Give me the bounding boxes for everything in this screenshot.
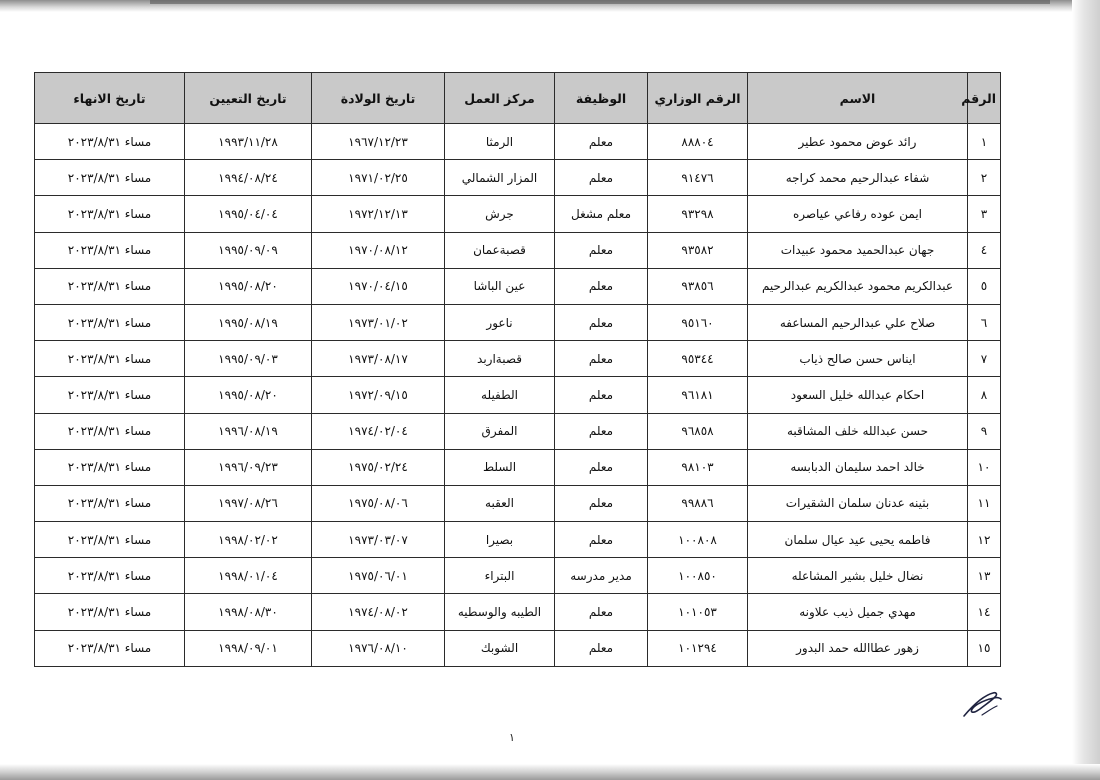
header-ministry-no: الرقم الوزاري <box>648 73 748 124</box>
cell-job: معلم <box>555 594 648 630</box>
cell-workplace: قصبةاربد <box>445 341 555 377</box>
cell-end-date: مساء ٢٠٢٣/٨/٣١ <box>35 160 185 196</box>
cell-ministry-no: ٩٦٨٥٨ <box>648 413 748 449</box>
cell-num: ٧ <box>968 341 1001 377</box>
cell-num: ٣ <box>968 196 1001 232</box>
cell-birth-date: ١٩٧١/٠٢/٢٥ <box>312 160 445 196</box>
cell-end-date: مساء ٢٠٢٣/٨/٣١ <box>35 558 185 594</box>
table-row <box>35 485 1001 521</box>
cell-birth-date: ١٩٧٤/٠٢/٠٤ <box>312 413 445 449</box>
cell-job: مدير مدرسه <box>555 558 648 594</box>
cell-num: ٨ <box>968 377 1001 413</box>
cell-birth-date: ١٩٦٧/١٢/٢٣ <box>312 124 445 160</box>
cell-job: معلم <box>555 377 648 413</box>
cell-end-date: مساء ٢٠٢٣/٨/٣١ <box>35 630 185 666</box>
header-job: الوظيفة <box>555 73 648 124</box>
cell-ministry-no: ٩٩٨٨٦ <box>648 485 748 521</box>
table-row <box>35 413 1001 449</box>
table-row <box>35 558 1001 594</box>
cell-name: شفاء عبدالرحيم محمد كراجه <box>748 160 968 196</box>
cell-workplace: الطيبه والوسطيه <box>445 594 555 630</box>
cell-job: معلم <box>555 449 648 485</box>
cell-birth-date: ١٩٧٦/٠٨/١٠ <box>312 630 445 666</box>
cell-num: ١٠ <box>968 449 1001 485</box>
cell-appointment-date: ١٩٩٥/٠٨/١٩ <box>185 304 312 340</box>
cell-num: ١١ <box>968 485 1001 521</box>
cell-num: ٥ <box>968 268 1001 304</box>
cell-birth-date: ١٩٧٢/١٢/١٣ <box>312 196 445 232</box>
cell-end-date: مساء ٢٠٢٣/٨/٣١ <box>35 413 185 449</box>
cell-appointment-date: ١٩٩٣/١١/٢٨ <box>185 124 312 160</box>
page-number: ١ <box>509 731 515 744</box>
signature-icon <box>960 686 1004 720</box>
cell-ministry-no: ٩٥٣٤٤ <box>648 341 748 377</box>
cell-appointment-date: ١٩٩٥/٠٨/٢٠ <box>185 268 312 304</box>
cell-num: ١ <box>968 124 1001 160</box>
cell-num: ٩ <box>968 413 1001 449</box>
cell-appointment-date: ١٩٩٨/٠١/٠٤ <box>185 558 312 594</box>
table-row <box>35 160 1001 196</box>
cell-ministry-no: ٨٨٨٠٤ <box>648 124 748 160</box>
cell-end-date: مساء ٢٠٢٣/٨/٣١ <box>35 377 185 413</box>
cell-ministry-no: ٩٦١٨١ <box>648 377 748 413</box>
cell-appointment-date: ١٩٩٤/٠٨/٢٤ <box>185 160 312 196</box>
cell-end-date: مساء ٢٠٢٣/٨/٣١ <box>35 522 185 558</box>
cell-job: معلم <box>555 124 648 160</box>
header-name: الاسم <box>748 73 968 124</box>
cell-name: احكام عبدالله خليل السعود <box>748 377 968 413</box>
cell-birth-date: ١٩٧٠/٠٨/١٢ <box>312 232 445 268</box>
cell-name: حسن عبدالله خلف المشاقبه <box>748 413 968 449</box>
cell-end-date: مساء ٢٠٢٣/٨/٣١ <box>35 304 185 340</box>
cell-ministry-no: ٩٨١٠٣ <box>648 449 748 485</box>
table-row <box>35 594 1001 630</box>
cell-workplace: المزار الشمالي <box>445 160 555 196</box>
cell-num: ٦ <box>968 304 1001 340</box>
cell-num: ١٥ <box>968 630 1001 666</box>
cell-job: معلم <box>555 341 648 377</box>
cell-job: معلم مشغل <box>555 196 648 232</box>
header-workplace: مركز العمل <box>445 73 555 124</box>
cell-num: ١٣ <box>968 558 1001 594</box>
cell-ministry-no: ١٠١٠٥٣ <box>648 594 748 630</box>
cell-end-date: مساء ٢٠٢٣/٨/٣١ <box>35 232 185 268</box>
cell-name: جهان عبدالحميد محمود عبيدات <box>748 232 968 268</box>
cell-name: صلاح علي عبدالرحيم المساعفه <box>748 304 968 340</box>
table-body <box>35 124 1001 667</box>
cell-end-date: مساء ٢٠٢٣/٨/٣١ <box>35 124 185 160</box>
cell-appointment-date: ١٩٩٥/٠٩/٠٩ <box>185 232 312 268</box>
scan-top-strip <box>150 0 1050 4</box>
cell-birth-date: ١٩٧٥/٠٨/٠٦ <box>312 485 445 521</box>
scan-bottom-shadow <box>0 764 1100 780</box>
header-num: الرقم <box>968 73 1001 124</box>
table-row <box>35 341 1001 377</box>
cell-birth-date: ١٩٧٤/٠٨/٠٢ <box>312 594 445 630</box>
cell-name: خالد احمد سليمان الدبابسه <box>748 449 968 485</box>
table-row <box>35 449 1001 485</box>
cell-name: زهور عطاالله حمد البدور <box>748 630 968 666</box>
cell-appointment-date: ١٩٩٥/٠٤/٠٤ <box>185 196 312 232</box>
cell-appointment-date: ١٩٩٦/٠٩/٢٣ <box>185 449 312 485</box>
cell-num: ٤ <box>968 232 1001 268</box>
cell-name: بثينه عدنان سلمان الشقيرات <box>748 485 968 521</box>
cell-workplace: بصيرا <box>445 522 555 558</box>
cell-ministry-no: ٩١٤٧٦ <box>648 160 748 196</box>
cell-end-date: مساء ٢٠٢٣/٨/٣١ <box>35 449 185 485</box>
cell-appointment-date: ١٩٩٨/٠٨/٣٠ <box>185 594 312 630</box>
cell-job: معلم <box>555 160 648 196</box>
cell-num: ١٤ <box>968 594 1001 630</box>
cell-end-date: مساء ٢٠٢٣/٨/٣١ <box>35 485 185 521</box>
cell-birth-date: ١٩٧٥/٠٢/٢٤ <box>312 449 445 485</box>
cell-name: ايمن عوده رفاعي عياصره <box>748 196 968 232</box>
cell-appointment-date: ١٩٩٦/٠٨/١٩ <box>185 413 312 449</box>
cell-ministry-no: ١٠٠٨٥٠ <box>648 558 748 594</box>
header-birth-date: تاريخ الولادة <box>312 73 445 124</box>
cell-name: نضال خليل بشير المشاعله <box>748 558 968 594</box>
cell-birth-date: ١٩٧٥/٠٦/٠١ <box>312 558 445 594</box>
cell-num: ٢ <box>968 160 1001 196</box>
cell-appointment-date: ١٩٩٥/٠٩/٠٣ <box>185 341 312 377</box>
cell-workplace: ناعور <box>445 304 555 340</box>
cell-workplace: المفرق <box>445 413 555 449</box>
cell-name: ايناس حسن صالح ذياب <box>748 341 968 377</box>
cell-ministry-no: ٩٣٢٩٨ <box>648 196 748 232</box>
cell-appointment-date: ١٩٩٧/٠٨/٢٦ <box>185 485 312 521</box>
cell-appointment-date: ١٩٩٨/٠٩/٠١ <box>185 630 312 666</box>
cell-workplace: عين الباشا <box>445 268 555 304</box>
table-row <box>35 268 1001 304</box>
cell-num: ١٢ <box>968 522 1001 558</box>
cell-job: معلم <box>555 232 648 268</box>
cell-end-date: مساء ٢٠٢٣/٨/٣١ <box>35 268 185 304</box>
cell-ministry-no: ٩٣٥٨٢ <box>648 232 748 268</box>
cell-workplace: البتراء <box>445 558 555 594</box>
cell-appointment-date: ١٩٩٨/٠٢/٠٢ <box>185 522 312 558</box>
document-sheet <box>35 72 1001 667</box>
cell-workplace: العقبه <box>445 485 555 521</box>
table-row <box>35 630 1001 666</box>
cell-appointment-date: ١٩٩٥/٠٨/٢٠ <box>185 377 312 413</box>
table-row <box>35 124 1001 160</box>
cell-end-date: مساء ٢٠٢٣/٨/٣١ <box>35 341 185 377</box>
cell-job: معلم <box>555 304 648 340</box>
cell-birth-date: ١٩٧٣/٠١/٠٢ <box>312 304 445 340</box>
cell-job: معلم <box>555 268 648 304</box>
scan-right-shadow <box>1072 0 1100 780</box>
cell-end-date: مساء ٢٠٢٣/٨/٣١ <box>35 594 185 630</box>
cell-job: معلم <box>555 485 648 521</box>
cell-name: رائد عوض محمود عطير <box>748 124 968 160</box>
header-row <box>35 73 1001 124</box>
cell-workplace: السلط <box>445 449 555 485</box>
cell-workplace: الرمثا <box>445 124 555 160</box>
cell-birth-date: ١٩٧٢/٠٩/١٥ <box>312 377 445 413</box>
table-row <box>35 304 1001 340</box>
cell-ministry-no: ٩٥١٦٠ <box>648 304 748 340</box>
header-appointment-date: تاريخ التعيين <box>185 73 312 124</box>
cell-job: معلم <box>555 630 648 666</box>
cell-workplace: قصبةعمان <box>445 232 555 268</box>
retirement-table <box>34 72 1001 667</box>
cell-birth-date: ١٩٧٣/٠٨/١٧ <box>312 341 445 377</box>
table-row <box>35 522 1001 558</box>
table-row <box>35 232 1001 268</box>
cell-ministry-no: ١٠١٢٩٤ <box>648 630 748 666</box>
cell-birth-date: ١٩٧٣/٠٣/٠٧ <box>312 522 445 558</box>
table-row <box>35 196 1001 232</box>
cell-name: مهدي جميل ذيب علاونه <box>748 594 968 630</box>
cell-ministry-no: ٩٣٨٥٦ <box>648 268 748 304</box>
table-row <box>35 377 1001 413</box>
cell-job: معلم <box>555 522 648 558</box>
cell-workplace: الطفيله <box>445 377 555 413</box>
cell-workplace: جرش <box>445 196 555 232</box>
cell-job: معلم <box>555 413 648 449</box>
cell-name: فاطمه يحيى عيد عيال سلمان <box>748 522 968 558</box>
cell-ministry-no: ١٠٠٨٠٨ <box>648 522 748 558</box>
cell-birth-date: ١٩٧٠/٠٤/١٥ <box>312 268 445 304</box>
cell-end-date: مساء ٢٠٢٣/٨/٣١ <box>35 196 185 232</box>
cell-name: عبدالكريم محمود عبدالكريم عبدالرحيم <box>748 268 968 304</box>
cell-workplace: الشوبك <box>445 630 555 666</box>
header-end-date: تاريخ الانهاء <box>35 73 185 124</box>
